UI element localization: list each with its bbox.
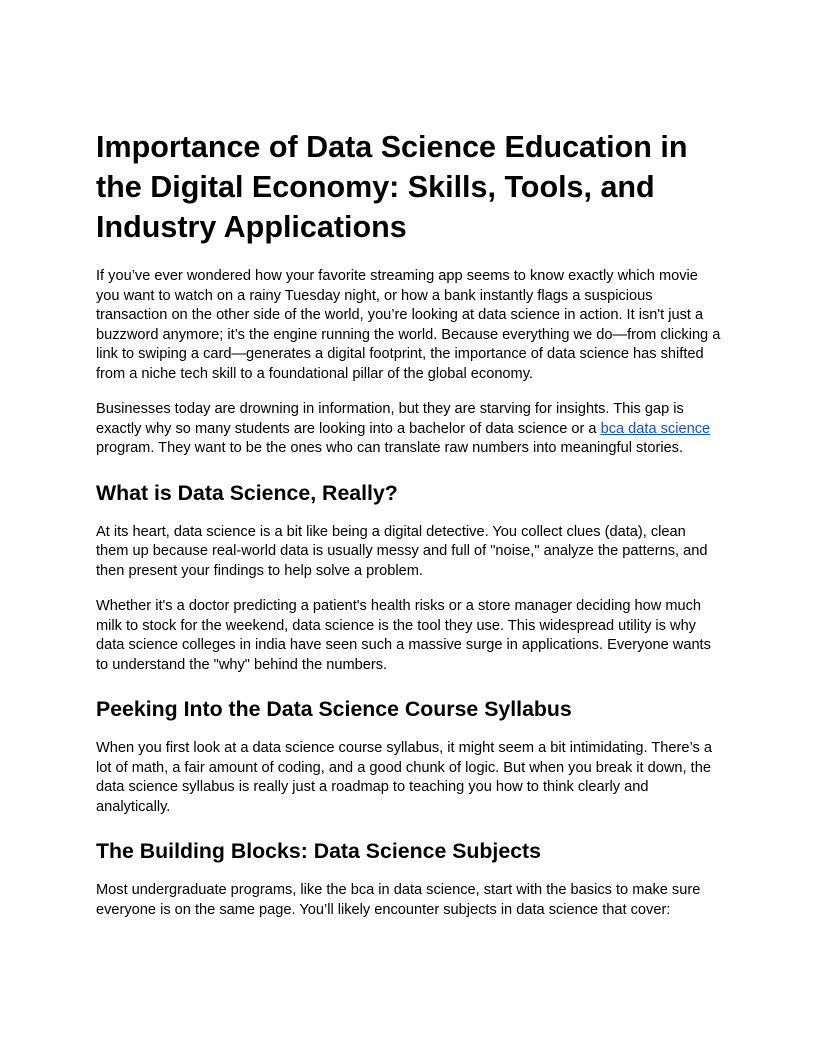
intro-paragraph-1: If you’ve ever wondered how your favorite streaming app seems to know exactly which movie you want to watch on a rainy Tuesday night, or how a bank instantly flags a suspicious transaction on the other side of the world, you’re looking at data science in action. It isn't just a buzzword anymore; it’s the engine running the world. Because everything we do—from clicking a link to swiping a card—generates a digital footprint, the importance of data science has shifted from a niche tech skill to a foundational pillar of the global economy. xyxy=(96,268,721,382)
intro-paragraph-2 xyxy=(96,400,722,459)
intro-paragraph-2-before: Businesses today are drowning in information, but they are starving for insights. This gap is exactly why so many students are looking into a bachelor of data science or a xyxy=(96,401,684,437)
section1-paragraph-2: Whether it's a doctor predicting a patient's health risks or a store manager deciding how much milk to stock for the weekend, data science is the tool they use. This widespread utility is why data science colleges in india have seen such a massive surge in applications. Everyone wants to understand the "why" behind the numbers. xyxy=(96,598,711,673)
section-heading-what-is-data-science: What is Data Science, Really? xyxy=(96,480,398,505)
intro-paragraph-2-after: program. They want to be the ones who can translate raw numbers into meaningful stories. xyxy=(96,440,684,456)
section1-paragraph-1: At its heart, data science is a bit like being a digital detective. You collect clues (data), clean them up because real-world data is usually messy and full of "noise," analyze the patterns, and then present your findings to help solve a problem. xyxy=(96,523,708,579)
section-heading-building-blocks: The Building Blocks: Data Science Subjects xyxy=(96,839,541,863)
document-title: Importance of Data Science Education in the Digital Economy: Skills, Tools, and Industry Applications xyxy=(96,130,688,244)
section2-paragraph-1: When you first look at a data science course syllabus, it might seem a bit intimidating. There’s a lot of math, a fair amount of coding, and a good chunk of logic. But when you break it down, the data science syllabus is really just a roadmap to teaching you how to think clearly and analytically. xyxy=(96,740,712,815)
section-heading-course-syllabus: Peeking Into the Data Science Course Syllabus xyxy=(96,697,572,721)
bca-data-science-link[interactable]: bca data science xyxy=(600,420,711,437)
document-page xyxy=(96,127,722,936)
section3-paragraph-1: Most undergraduate programs, like the bca in data science, start with the basics to make sure everyone is on the same page. You’ll likely encounter subjects in data science that cover: xyxy=(96,882,701,918)
